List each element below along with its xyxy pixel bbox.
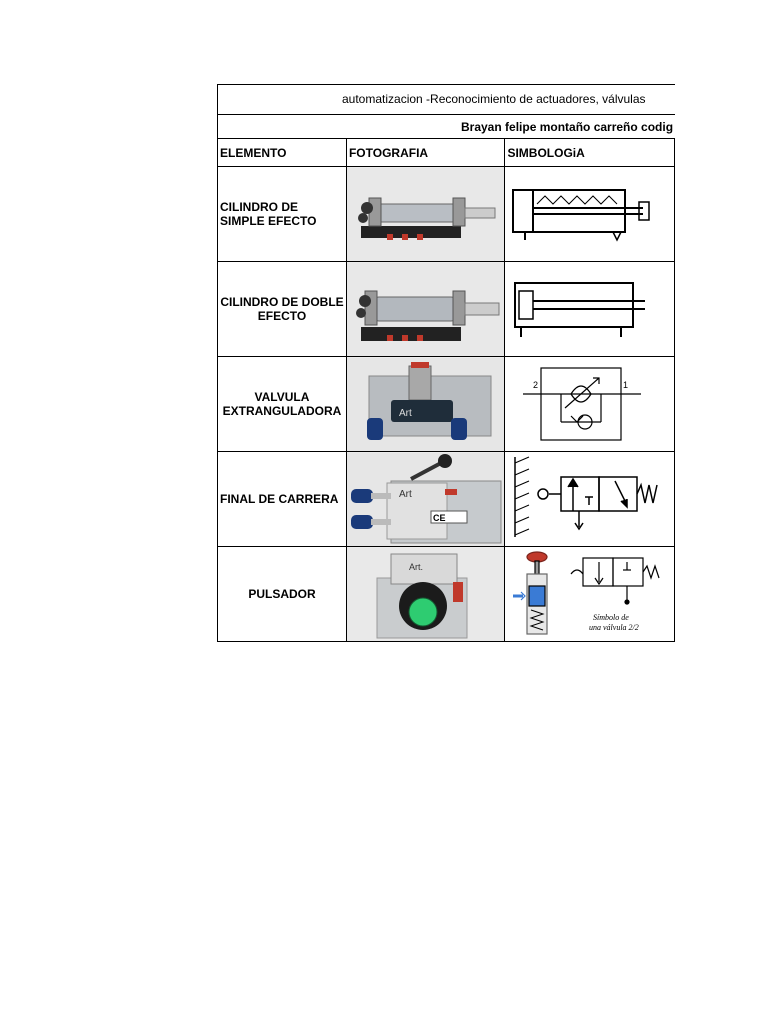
symbol-single-acting-cylinder <box>505 167 675 262</box>
photo-throttle-valve <box>346 357 505 452</box>
symbol-caption-line1: Símbolo de <box>593 612 630 622</box>
port-label-2: 2 <box>533 379 539 390</box>
photo-limit-switch <box>346 452 505 547</box>
table-row <box>218 452 675 547</box>
element-name: VALVULA EXTRANGULADORA <box>218 357 347 452</box>
header-fotografia: FOTOGRAFIA <box>346 139 505 167</box>
document-title: automatizacion -Reconocimiento de actuadores, válvulas <box>342 92 646 106</box>
photo-label-text: CE <box>432 512 446 523</box>
header-simbologia: SIMBOLOGiA <box>505 139 675 167</box>
header-elemento: ELEMENTO <box>218 139 347 167</box>
table-row <box>218 262 675 357</box>
table-row <box>218 547 675 642</box>
author-row <box>217 114 675 139</box>
photo-brand-text-2: Art <box>398 488 412 500</box>
title-row <box>217 84 675 115</box>
table-row <box>218 167 675 262</box>
spreadsheet-table <box>217 84 675 642</box>
port-label-1: 1 <box>623 379 629 390</box>
photo-single-acting-cylinder <box>346 167 505 262</box>
element-name: CILINDRO DE DOBLE EFECTO <box>218 262 347 357</box>
symbol-pushbutton-valve <box>505 547 675 642</box>
header-row <box>218 139 675 167</box>
photo-double-acting-cylinder <box>346 262 505 357</box>
author-name: Brayan felipe montaño carreño codig <box>461 120 674 134</box>
symbol-limit-switch <box>505 452 675 547</box>
element-name: PULSADOR <box>218 547 347 642</box>
symbol-caption-line2: una válvula 2/2 <box>589 622 640 632</box>
element-name: FINAL DE CARRERA <box>218 452 347 547</box>
photo-brand-text-3: Art. <box>408 561 423 572</box>
symbol-throttle-valve <box>505 357 675 452</box>
table-row <box>218 357 675 452</box>
photo-pushbutton <box>346 547 505 642</box>
photo-brand-text: Art <box>398 407 412 419</box>
element-name: CILINDRO DE SIMPLE EFECTO <box>218 167 347 262</box>
components-table <box>217 138 675 642</box>
symbol-double-acting-cylinder <box>505 262 675 357</box>
